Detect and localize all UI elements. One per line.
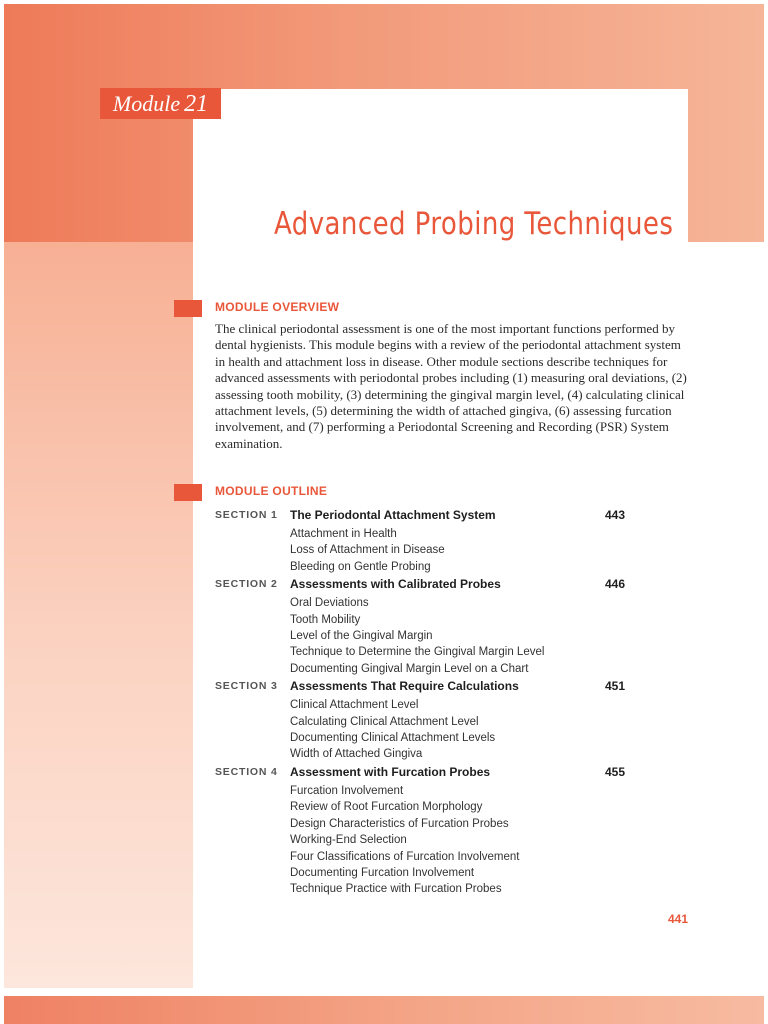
section-items: [290, 526, 685, 575]
list-item: Oral Deviations: [290, 597, 369, 610]
list-item: Tooth Mobility: [290, 613, 361, 626]
section-page-number: 451: [605, 679, 626, 694]
section-page-number: 455: [605, 764, 626, 779]
outline-heading: MODULE OUTLINE: [215, 484, 328, 498]
list-item: Clinical Attachment Level: [290, 699, 419, 712]
overview-marker: [174, 300, 202, 317]
section-row: [215, 765, 685, 783]
section-title: Assessment with Furcation Probes: [290, 764, 491, 779]
module-label: [100, 88, 221, 119]
list-item: Bleeding on Gentle Probing: [290, 560, 431, 573]
list-item: Level of the Gingival Margin: [290, 630, 433, 643]
section-row: [215, 679, 685, 697]
page-title: Advanced Probing Techniques: [274, 206, 674, 242]
module-number: 21: [184, 91, 209, 117]
section-page-number: 443: [605, 508, 626, 522]
section-label: SECTION 3: [215, 680, 278, 693]
list-item: Loss of Attachment in Disease: [290, 544, 445, 557]
section-row: [215, 508, 685, 526]
list-item: Width of Attached Gingiva: [290, 748, 423, 761]
list-item: Technique Practice with Furcation Probes: [290, 883, 502, 896]
outline-section-2: [215, 577, 685, 677]
section-items: [290, 783, 685, 898]
list-item: Documenting Clinical Attachment Levels: [290, 732, 496, 745]
section-title: Assessments That Require Calculations: [290, 679, 519, 694]
list-item: Technique to Determine the Gingival Margin Level: [290, 646, 545, 659]
list-item: Calculating Clinical Attachment Level: [290, 715, 479, 728]
section-title: The Periodontal Attachment System: [290, 508, 496, 522]
list-item: Furcation Involvement: [290, 784, 404, 797]
list-item: Design Characteristics of Furcation Probes: [290, 817, 509, 830]
outline-section-1: [215, 508, 685, 575]
section-row: [215, 577, 685, 595]
overview-heading: MODULE OVERVIEW: [215, 300, 340, 314]
list-item: Working-End Selection: [290, 834, 407, 847]
module-word: Module: [112, 91, 181, 116]
list-item: Review of Root Furcation Morphology: [290, 801, 483, 814]
section-items: [290, 697, 685, 763]
module-outline: [215, 508, 685, 900]
list-item: Four Classifications of Furcation Involvement: [290, 850, 520, 863]
section-label: SECTION 2: [215, 578, 278, 591]
section-page-number: 446: [605, 577, 626, 592]
outline-marker: [174, 484, 202, 501]
section-label: SECTION 4: [215, 765, 278, 778]
list-item: Documenting Gingival Margin Level on a Chart: [290, 662, 529, 675]
list-item: Documenting Furcation Involvement: [290, 866, 475, 879]
footer-band: [4, 996, 764, 1024]
outline-section-4: [215, 765, 685, 898]
list-item: Attachment in Health: [290, 528, 397, 540]
outline-section-3: [215, 679, 685, 763]
section-title: Assessments with Calibrated Probes: [290, 577, 501, 592]
overview-text: The clinical periodontal assessment is one of the most important functions performed by dental hygienists. This module begins with a review of the periodontal attachment system in health and attachment loss in disease. Other module sections describe techniques for advanced assessments with periodontal probes including (1) measuring oral deviations, (2) assessing tooth mobility, (3) determining the gingival margin level, (4) calculating clinical attachment levels, (5) determining the width of attached gingiva, (6) assessing furcation involvement, and (7) performing a Periodontal Screening and Recording (PSR) System examination.: [215, 321, 687, 451]
section-label: SECTION 1: [215, 509, 278, 521]
page-number: 441: [668, 912, 689, 926]
section-items: [290, 595, 685, 677]
left-margin-band: [4, 242, 193, 988]
